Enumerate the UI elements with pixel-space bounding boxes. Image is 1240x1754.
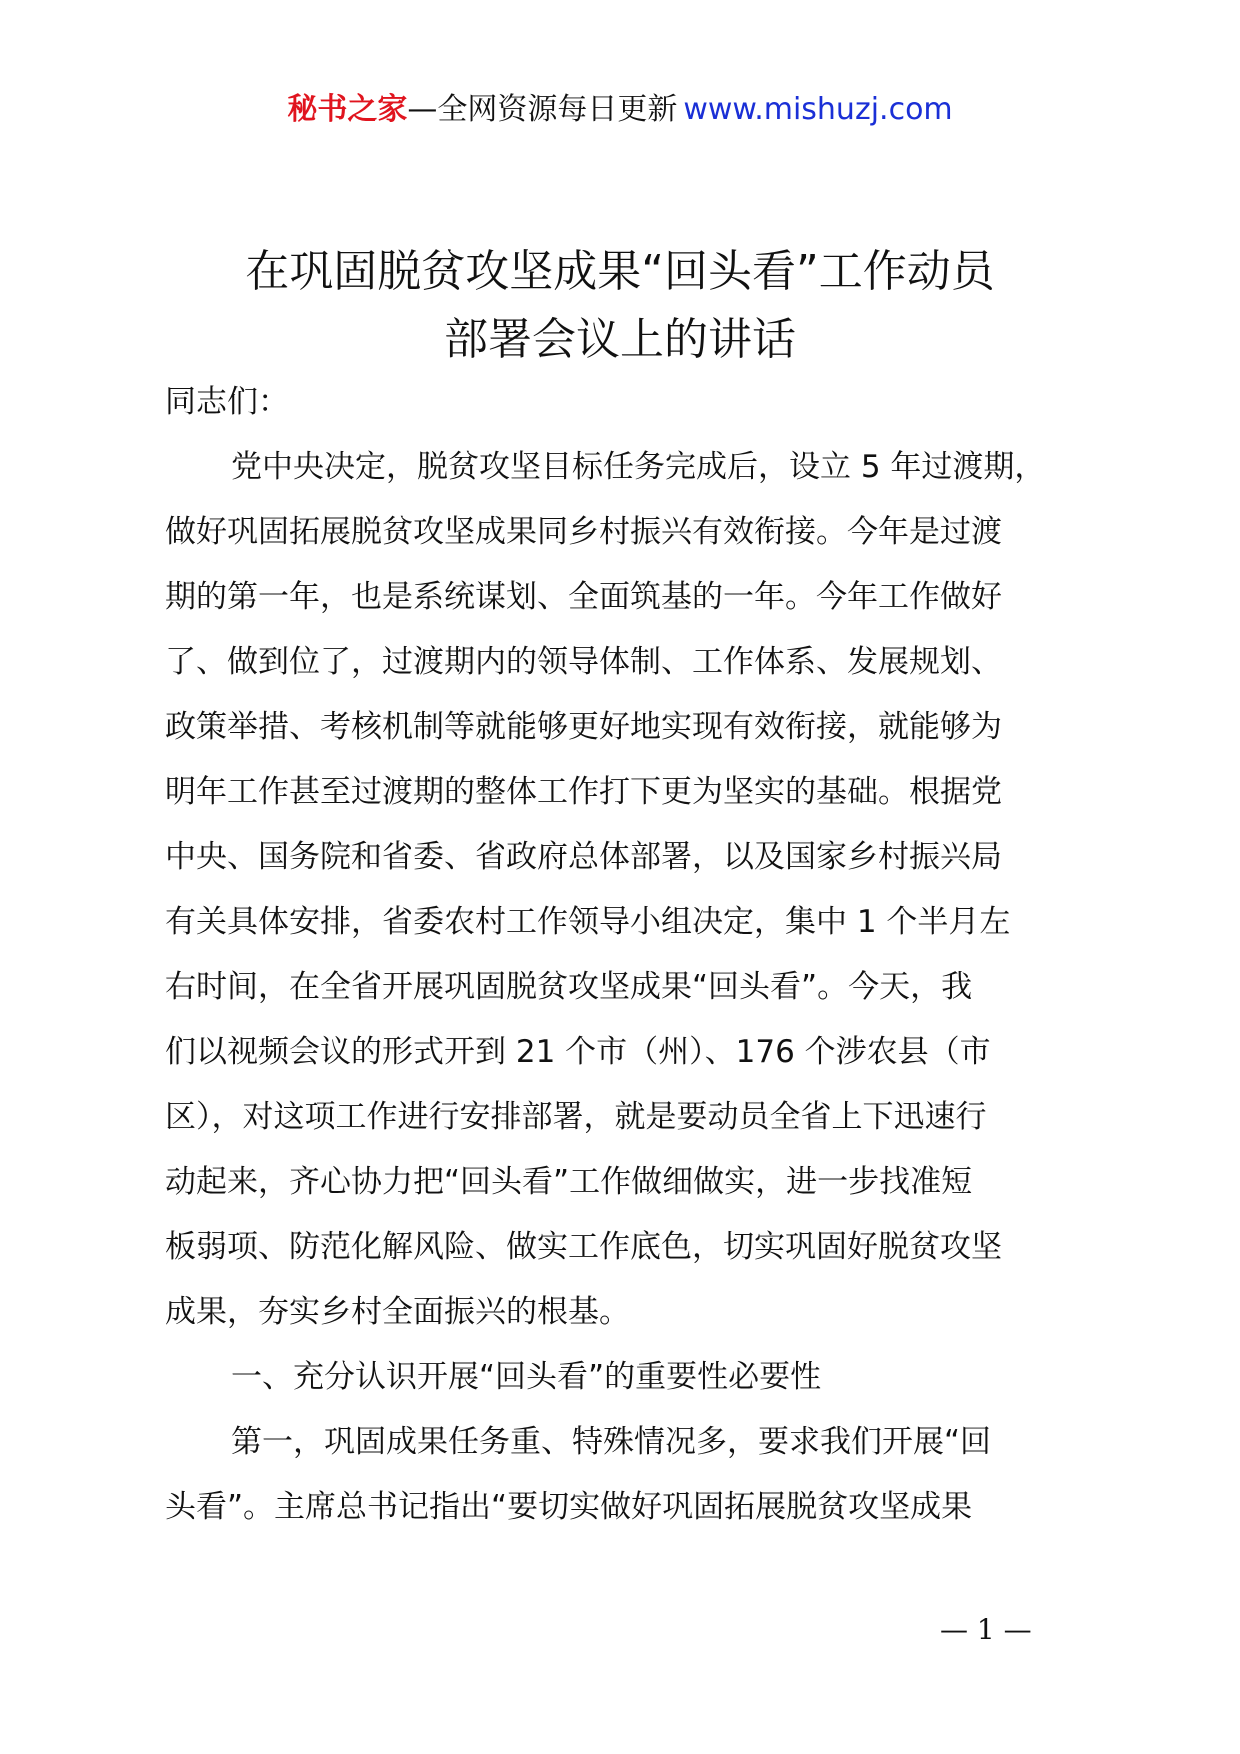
body-line: 中央、国务院和省委、省政府总体部署，以及国家乡村振兴局 bbox=[165, 839, 1002, 875]
brand-name: 秘书之家 bbox=[287, 92, 408, 127]
body-line: 板弱项、防范化解风险、做实工作底色，切实巩固好脱贫攻坚 bbox=[165, 1229, 1002, 1265]
body-line: 了、做到位了，过渡期内的领导体制、工作体系、发展规划、 bbox=[165, 644, 1002, 680]
section-heading: 一、充分认识开展“回头看”的重要性必要性 bbox=[231, 1359, 822, 1395]
body-line: 们以视频会议的形式开到 21 个市（州）、176 个涉农县（市 bbox=[165, 1034, 991, 1070]
body-line: 政策举措、考核机制等就能够更好地实现有效衔接，就能够为 bbox=[165, 709, 1002, 745]
page-number: — 1 — bbox=[940, 1613, 1032, 1646]
salutation: 同志们： bbox=[165, 384, 289, 420]
title-line-1: 在巩固脱贫攻坚成果“回头看”工作动员 bbox=[245, 246, 995, 297]
body-line: 党中央决定，脱贫攻坚目标任务完成后，设立 5 年过渡期， bbox=[231, 449, 1046, 485]
body-line: 右时间，在全省开展巩固脱贫攻坚成果“回头看”。今天，我 bbox=[165, 969, 973, 1005]
document-body bbox=[165, 370, 1110, 1540]
header-slogan: —全网资源每日更新 bbox=[407, 92, 678, 127]
site-header bbox=[0, 88, 1240, 132]
title-line-2: 部署会议上的讲话 bbox=[444, 314, 796, 365]
body-line: 期的第一年，也是系统谋划、全面筑基的一年。今年工作做好 bbox=[165, 579, 1002, 615]
body-line: 头看”。主席总书记指出“要切实做好巩固拓展脱贫攻坚成果 bbox=[165, 1489, 973, 1525]
body-line: 区），对这项工作进行安排部署，就是要动员全省上下迅速行 bbox=[165, 1099, 987, 1135]
site-url: www.mishuzj.com bbox=[683, 92, 953, 127]
body-line: 第一，巩固成果任务重、特殊情况多，要求我们开展“回 bbox=[231, 1424, 992, 1460]
body-line: 动起来，齐心协力把“回头看”工作做细做实，进一步找准短 bbox=[165, 1164, 973, 1200]
body-line: 明年工作甚至过渡期的整体工作打下更为坚实的基础。根据党 bbox=[165, 774, 1002, 810]
body-line: 做好巩固拓展脱贫攻坚成果同乡村振兴有效衔接。今年是过渡 bbox=[165, 514, 1002, 550]
document-title bbox=[0, 238, 1240, 374]
body-line: 成果，夯实乡村全面振兴的根基。 bbox=[165, 1294, 630, 1330]
body-line: 有关具体安排，省委农村工作领导小组决定，集中 1 个半月左 bbox=[165, 904, 1011, 940]
